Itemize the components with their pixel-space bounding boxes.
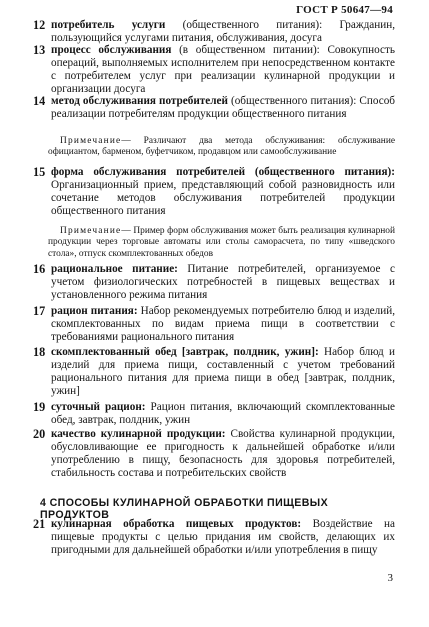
- entry-term: потребитель услуги: [51, 19, 166, 31]
- note-forms: [48, 226, 395, 260]
- entry-definition: Набор рекомендуемых потребителю блюд и изделий, скомплектованных по видам приема пищи в соответствии с требованиями рационального питания: [51, 305, 395, 343]
- entry-body: [51, 95, 395, 121]
- entry-body: [51, 428, 395, 480]
- entry-definition: Организационный прием, представляющий собой разновидность или сочетание методов обслуживания потребителей продукции общественного питания: [51, 178, 395, 217]
- entry-body: [51, 401, 395, 427]
- entry-term: кулинарная обработка пищевых продуктов:: [51, 518, 302, 530]
- entry-term: процесс обслуживания: [51, 44, 172, 56]
- entry-number: 16: [33, 262, 46, 276]
- entry-term: суточный рацион:: [51, 401, 146, 413]
- term-entry-16: [33, 263, 395, 302]
- term-entry-15: [33, 166, 395, 218]
- note-label: Примечание: [60, 136, 122, 146]
- standard-header: ГОСТ Р 50647—94: [296, 4, 393, 16]
- entry-term: рациональное питание:: [51, 263, 178, 275]
- entry-body: [51, 346, 395, 398]
- entry-definition: Набор блюд и изделий для приема пищи, составленный с учетом требований рационального питания для приема пищи в обед [завтрак, полдник, ужин]: [51, 346, 395, 397]
- entry-definition: (в общественном питании): Совокупность операций, выполняемых исполнителем при непосредственном контакте с потребителем услуг при реализации кулинарной продукции и организации досуга: [51, 44, 395, 95]
- section-heading: 4 СПОСОБЫ КУЛИНАРНОЙ ОБРАБОТКИ ПИЩЕВЫХ ПРОДУКТОВ: [40, 497, 329, 521]
- term-entry-14: [33, 95, 395, 121]
- term-entry-21: [33, 518, 395, 557]
- entry-body: [51, 518, 395, 557]
- entry-number: 17: [33, 304, 46, 318]
- entry-body: [51, 305, 395, 344]
- entry-body: [51, 19, 395, 45]
- entry-term: качество кулинарной продукции:: [51, 428, 226, 440]
- term-entry-19: [33, 401, 395, 427]
- term-entry-20: [33, 428, 395, 480]
- term-entry-13: [33, 44, 395, 96]
- entry-body: [51, 166, 395, 218]
- entry-number: 20: [33, 427, 46, 441]
- entry-term: форма обслуживания потребителей (общественного питания):: [51, 166, 395, 178]
- entry-number: 12: [33, 18, 46, 32]
- term-entry-18: [33, 346, 395, 398]
- term-entry-17: [33, 305, 395, 344]
- entry-number: 14: [33, 94, 46, 108]
- entry-body: [51, 44, 395, 96]
- note-methods: [48, 136, 395, 159]
- entry-term: метод обслуживания потребителей: [51, 95, 228, 107]
- entry-number: 21: [33, 517, 46, 531]
- note-text: — Пример форм обслуживания может быть реализация кулинарной продукции через торговые автоматы или столы саморасчета, по типу «шведского стола», отпуск скомплектованных обедов: [48, 226, 395, 259]
- term-entry-12: [33, 19, 395, 45]
- entry-definition: Свойства кулинарной продукции, обусловливающие ее пригодность к дальнейшей обработке и/или употреблению в пищу, безопасность для здоровья потребителей, стабильность состава и потребительских свойств: [51, 428, 395, 479]
- note-text: — Различают два метода обслуживания: обслуживание официантом, барменом, буфетчиком, продавцом или самообслуживание: [48, 136, 395, 158]
- entry-definition: (общественного питания): Способ реализации потребителям продукции общественного питания: [51, 95, 395, 120]
- entry-term: рацион питания:: [51, 305, 138, 317]
- entry-definition: Рацион питания, включающий скомплектованные обед, завтрак, полдник, ужин: [51, 401, 395, 426]
- page-number: 3: [387, 572, 393, 584]
- note-label: Примечание: [60, 226, 122, 236]
- entry-number: 13: [33, 43, 46, 57]
- entry-number: 19: [33, 400, 46, 414]
- entry-number: 18: [33, 345, 46, 359]
- entry-number: 15: [33, 165, 46, 179]
- entry-term: скомплектованный обед [завтрак, полдник, ужин]:: [51, 346, 319, 358]
- entry-definition: Питание потребителей, организуемое с учетом физиологических потребностей в пищевых веществах и установленного режима питания: [51, 263, 395, 301]
- entry-body: [51, 263, 395, 302]
- entry-definition: Воздействие на пищевые продукты с целью придания им свойств, делающих их пригодными для дальнейшей обработки и/или употребления в пищу: [51, 518, 395, 556]
- entry-definition: (общественного питания): Гражданин, пользующийся услугами питания, обслуживания, досуга: [51, 19, 395, 44]
